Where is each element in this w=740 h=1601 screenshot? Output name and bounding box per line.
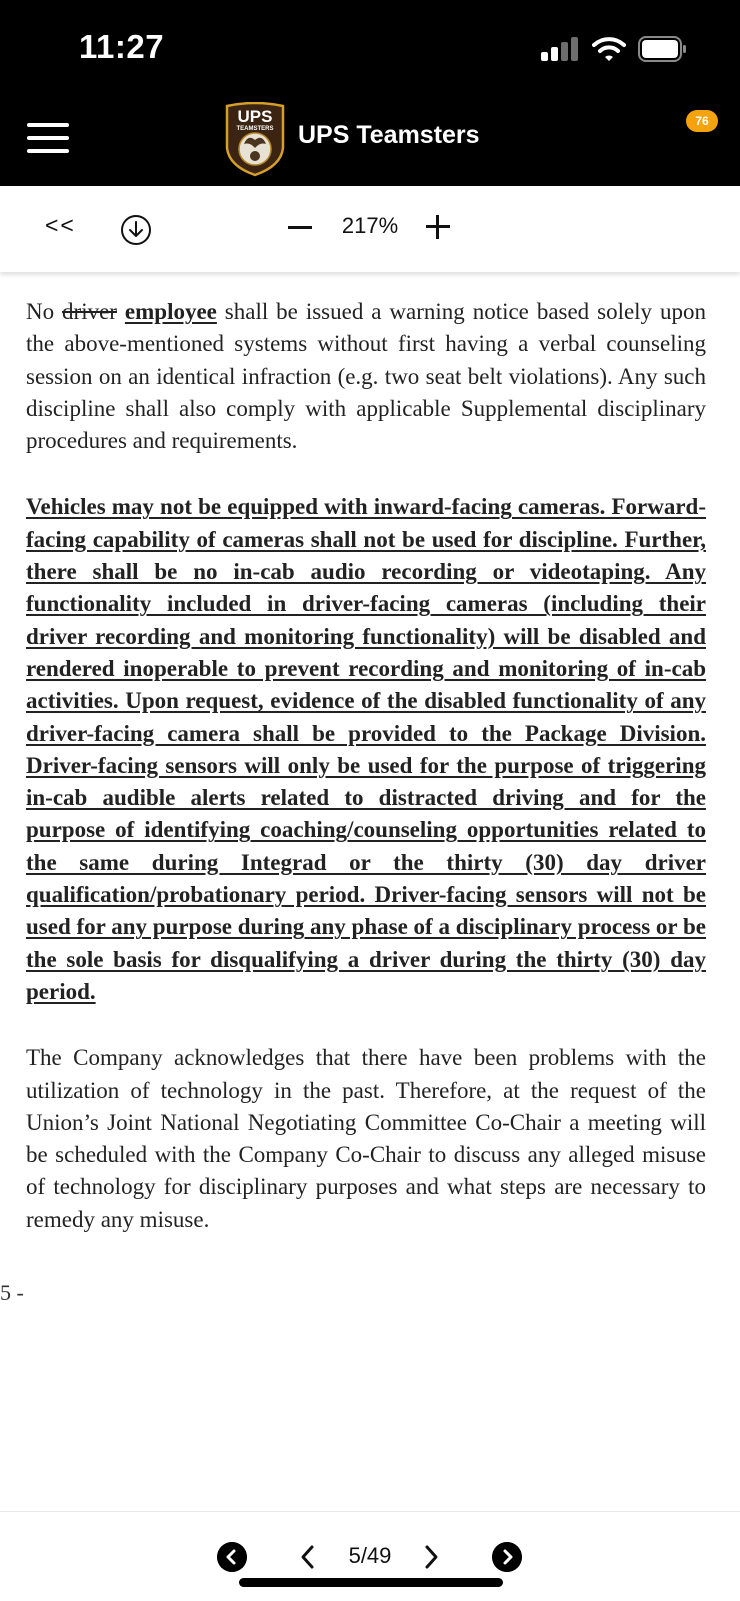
zoom-in-button[interactable] [426, 215, 450, 239]
svg-text:TEAMSTERS: TEAMSTERS [236, 126, 274, 132]
paragraph-warning-notice [26, 296, 706, 457]
zoom-level: 217% [341, 213, 399, 238]
zoom-out-button[interactable] [288, 226, 312, 229]
para1-rest: shall be issued a warning notice based solely upon the above-mentioned systems without first having a verbal counseling session on an identical infraction (e.g. two seat belt violations). Any such discipline shall also comply with applicable Supplemental disciplinary procedures and requirements. [26, 299, 706, 454]
back-button[interactable]: << [45, 212, 76, 238]
deleted-text: driver [62, 299, 117, 324]
status-time: 11:27 [79, 28, 165, 65]
home-indicator [239, 1578, 503, 1587]
last-page-icon[interactable] [492, 1542, 522, 1572]
app-title: UPS Teamsters [298, 121, 480, 149]
notification-badge[interactable]: 76 [686, 110, 718, 132]
document-page [26, 296, 706, 1236]
download-circle-icon[interactable] [120, 214, 152, 246]
para1-start: No [26, 299, 63, 324]
cellular-signal-icon [541, 37, 581, 61]
battery-icon [638, 36, 686, 62]
chevron-right-icon[interactable] [420, 1544, 442, 1570]
page-number-marker: 5 - [0, 1280, 24, 1305]
first-page-icon[interactable] [217, 1542, 247, 1572]
para1-space [117, 299, 125, 324]
page-indicator: 5/49 [348, 1543, 392, 1568]
svg-text:UPS: UPS [237, 107, 273, 126]
inserted-text: employee [124, 299, 217, 324]
paragraph-camera-policy: Vehicles may not be equipped with inward-facing cameras. Forward-facing capability of cameras shall not be used for discipline. Further, there shall be no in-cab audio recording or videotaping. Any functionality included in driver-facing cameras (including their driver recording and monitoring functionality) will be disabled and rendered inoperable to prevent recording and monitoring of in-cab activities. Upon request, evidence of the disabled functionality of any driver-facing camera shall be provided to the Package Division. Driver-facing sensors will only be used for the purpose of triggering in-cab audible alerts related to distracted driving and for the purpose of identifying coaching/counseling opportunities related to the same during Integrad or the thirty (30) day driver qualification/probationary period. Driver-facing sensors will not be used for any purpose during any phase of a disciplinary process or be the sole basis for disqualifying a driver during the thirty (30) day period. [26, 494, 706, 1004]
hamburger-menu-icon[interactable] [27, 123, 69, 153]
paragraph-technology-misuse: The Company acknowledges that there have been problems with the utilization of technology in the past. Therefore, at the request of the Union’s Joint National Negotiating Committee Co-Chair a meeting will be scheduled with the Company Co-Chair to discuss any alleged misuse of technology for disciplinary purposes and what steps are necessary to remedy any misuse. [26, 1045, 706, 1232]
pdf-toolbar [0, 186, 740, 272]
app-header [0, 96, 740, 186]
chevron-left-icon[interactable] [297, 1544, 319, 1570]
status-bar [0, 0, 740, 96]
wifi-icon [592, 35, 626, 63]
page-navigation-bar [0, 1511, 740, 1601]
ups-teamsters-logo [224, 102, 286, 178]
